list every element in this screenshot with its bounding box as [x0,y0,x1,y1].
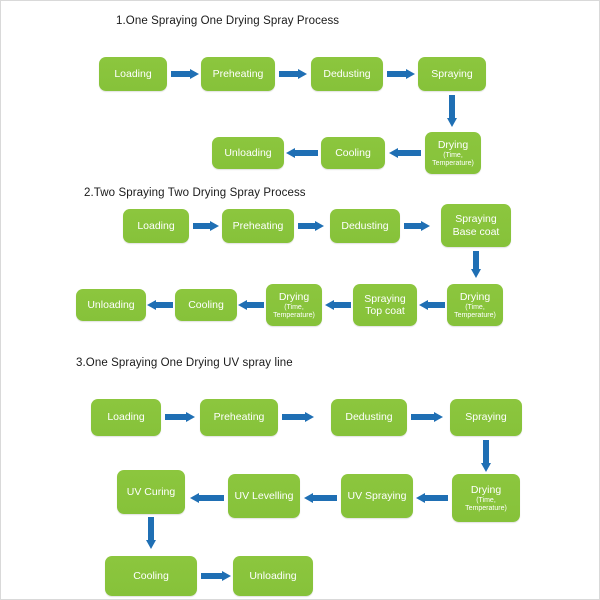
arrow-right-icon [411,413,443,421]
arrow-down-icon [472,251,480,278]
node-spraying-top-coat [353,284,417,326]
node-preheating [222,209,294,243]
node-label: Unloading [87,298,135,311]
arrow-right-icon [193,222,219,230]
node-loading [99,57,167,91]
node-cooling [105,556,197,596]
node-dedusting [331,399,407,436]
node-unloading [233,556,313,596]
arrow-right-icon [404,222,430,230]
node-drying-2nd [447,284,503,326]
node-label: Drying [459,290,491,303]
arrow-left-icon [325,301,351,309]
node-uv-levelling [228,474,300,518]
node-label: Cooling [188,298,224,311]
node-label: Drying [470,483,502,496]
arrow-left-icon [238,301,264,309]
node-label: Loading [107,411,145,424]
arrow-left-icon [419,301,445,309]
node-label: Preheating [212,67,264,80]
arrow-left-icon [304,494,337,502]
arrow-down-icon [147,517,155,549]
arrow-right-icon [298,222,324,230]
node-sublabel: (Time, Temperature) [454,303,496,319]
node-spraying [450,399,522,436]
node-sublabel: (Time, Temperature) [432,151,474,167]
arrow-right-icon [387,70,415,78]
arrow-right-icon [171,70,199,78]
node-label: Loading [137,219,175,232]
arrow-left-icon [190,494,224,502]
arrow-right-icon [201,572,231,580]
node-label: Drying [437,138,469,151]
arrow-left-icon [147,301,173,309]
node-drying [452,474,520,522]
node-sublabel: (Time, Temperature) [465,496,507,512]
arrow-right-icon [165,413,195,421]
node-label: Spraying [431,67,473,80]
node-loading [91,399,161,436]
node-sublabel: (Time, Temperature) [273,303,315,319]
node-label: UV Spraying [347,489,407,502]
section-title-2: 2.Two Spraying Two Drying Spray Process [84,187,306,199]
arrow-left-icon [416,494,448,502]
section-title-1: 1.One Spraying One Drying Spray Process [116,15,340,27]
node-spraying [418,57,486,91]
arrow-left-icon [286,149,318,157]
node-spraying-base-coat [441,204,511,247]
node-cooling [321,137,385,169]
node-label: Unloading [249,569,297,582]
node-label: Cooling [133,569,169,582]
arrow-down-icon [482,440,490,472]
node-label: Dedusting [323,67,371,80]
section-title-3: 3.One Spraying One Drying UV spray line [76,357,293,369]
node-label: Spraying Top coat [364,292,406,317]
arrow-right-icon [282,413,314,421]
node-label: Dedusting [341,219,389,232]
node-unloading [76,289,146,321]
node-dedusting [330,209,400,243]
node-loading [123,209,189,243]
node-preheating [200,399,278,436]
node-label: UV Levelling [234,489,294,502]
node-uv-spraying [341,474,413,518]
node-preheating [201,57,275,91]
arrow-right-icon [279,70,307,78]
node-label: Unloading [224,146,272,159]
node-label: Cooling [335,146,371,159]
node-label: Preheating [232,219,284,232]
node-cooling [175,289,237,321]
node-drying-1st [266,284,322,326]
node-label: Dedusting [345,411,393,424]
node-label: Spraying [465,411,507,424]
node-label: Loading [114,67,152,80]
arrow-down-icon [448,95,456,127]
node-uv-curing [117,470,185,514]
node-label: Spraying Base coat [452,213,500,238]
node-label: UV Curing [126,485,176,498]
node-label: Preheating [213,411,265,424]
node-drying [425,132,481,174]
node-dedusting [311,57,383,91]
node-label: Drying [278,290,310,303]
arrow-left-icon [389,149,421,157]
node-unloading [212,137,284,169]
